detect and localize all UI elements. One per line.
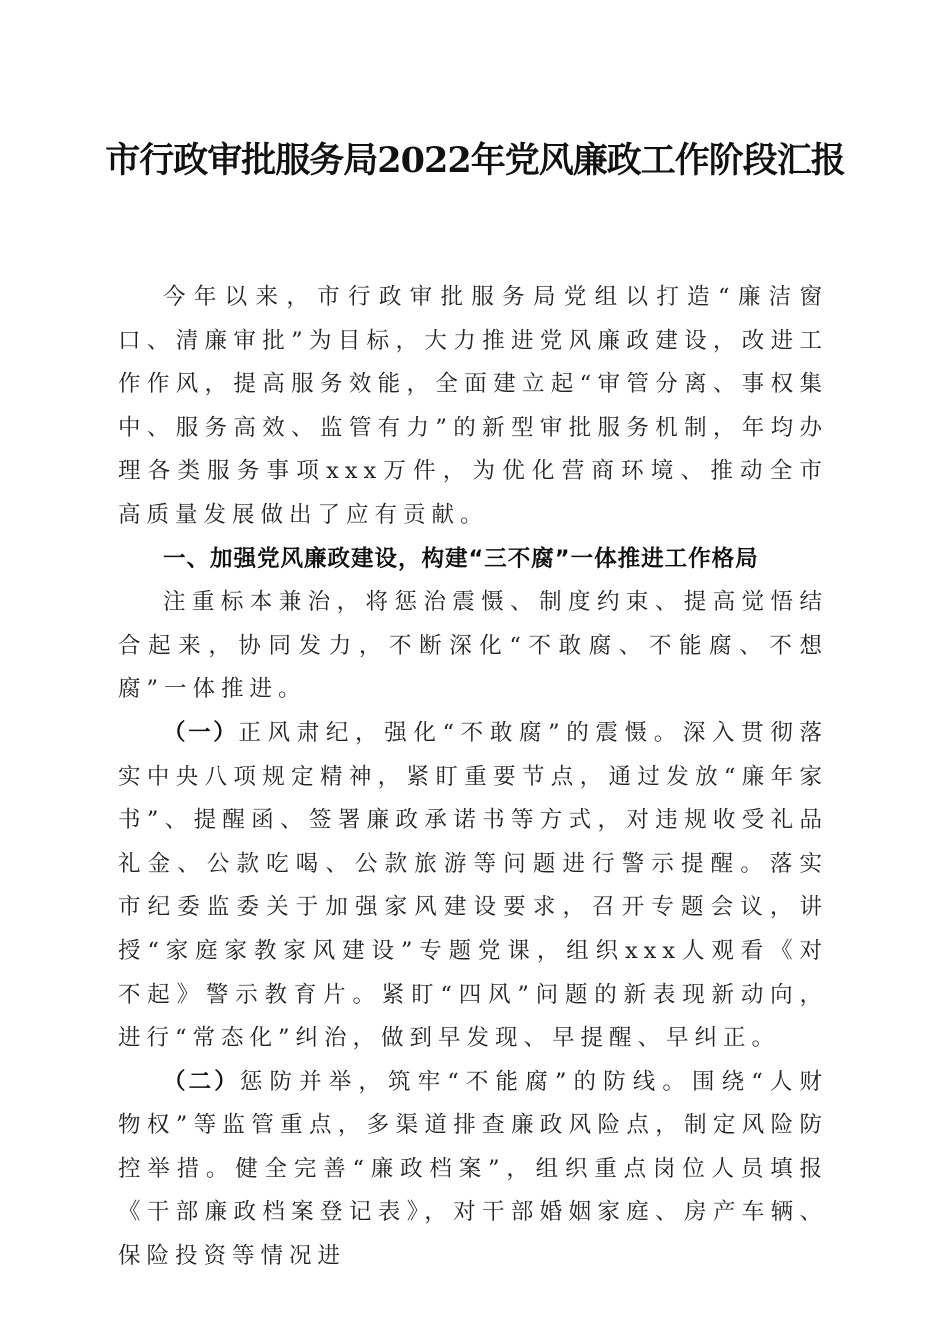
document-title: 市行政审批服务局2022年党风廉政工作阶段汇报 (105, 140, 845, 181)
subsection-1-paragraph (118, 712, 828, 1061)
section-1-intro-paragraph: 注重标本兼治，将惩治震慑、制度约束、提高觉悟结合起来，协同发力，不断深化“不敢腐、不能腐、不想腐”一体推进。 (118, 589, 828, 703)
section-heading-1: 一、加强党风廉政建设，构建“三不腐”一体推进工作格局 (163, 545, 759, 572)
subsection-2-paragraph (118, 1061, 828, 1279)
document-body (118, 276, 828, 1279)
subsection-2-text: 惩防并举，筑牢“不能腐”的防线。围绕“人财物权”等监管重点，多渠道排查廉政风险点，制定风险防控举措。健全完善“廉政档案”，组织重点岗位人员填报《干部廉政档案登记表》，对干部婚姻家庭、房产车辆、保险投资等情况进 (118, 1068, 828, 1270)
intro-paragraph: 今年以来，市行政审批服务局党组以打造“廉洁窗口、清廉审批”为目标，大力推进党风廉政建设，改进工作作风，提高服务效能，全面建立起“审管分离、事权集中、服务高效、监管有力”的新型审批服务机制，年均办理各类服务事项xxx万件，为优化营商环境、推动全市高质量发展做出了应有贡献。 (118, 284, 828, 528)
subsection-1-text: 正风肃纪，强化“不敢腐”的震慑。深入贯彻落实中央八项规定精神，紧盯重要节点，通过发放“廉年家书”、提醒函、签署廉政承诺书等方式，对违规收受礼品礼金、公款吃喝、公款旅游等问题进行警示提醒。落实市纪委监委关于加强家风建设要求，召开专题会议，讲授“家庭家教家风建设”专题党课，组织xxx人观看《对不起》警示教育片。紧盯“四风”问题的新表现新动向，进行“常态化”纠治，做到早发现、早提醒、早纠正。 (118, 719, 828, 1052)
subsection-2-number: （二） (163, 1068, 240, 1095)
subsection-1-number: （一） (163, 719, 239, 746)
